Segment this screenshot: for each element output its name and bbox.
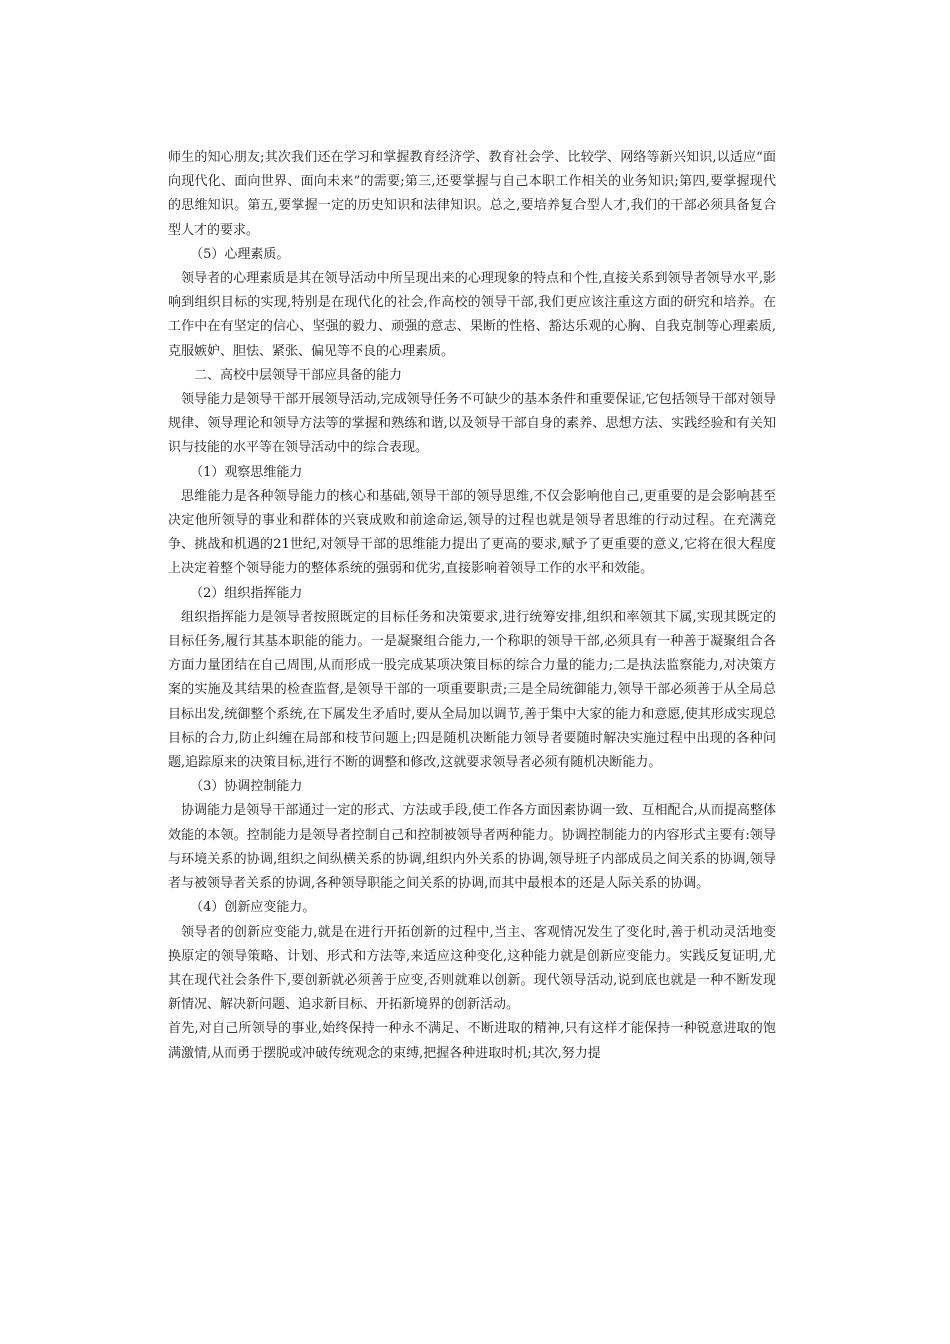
paragraph-first-point: 首先,对自己所领导的事业,始终保持一种永不满足、不断进取的精神,只有这样才能保持一种锐意进取的饱满激情,从而勇于摆脱或冲破传统观念的束缚,把握各种进取时机;其次,努力提 bbox=[168, 1021, 776, 1061]
paragraph-innovation-ability: 领导者的创新应变能力,就是在进行开拓创新的过程中,当主、客观情况发生了变化时,善于机动灵活地变换原定的领导策略、计划、形式和方法等,来适应这种变化,这种能力就是创新应变能力。实践反复证明,尤其在现代社会条件下,要创新就必须善于应变,否则就难以创新。现代领导活动,说到底也就是一种不断发现新情况、解决新问题、追求新目标、开拓新境界的创新活动。 bbox=[168, 924, 776, 1013]
paragraph-leadership-ability: 领导能力是领导干部开展领导活动,完成领导任务不可缺少的基本条件和重要保证,它包括领导干部对领导规律、领导理论和领导方法等的掌握和熟练和谐,以及领导干部自身的素养、思想方法、实践经验和有关知识与技能的水平等在领导活动中的综合表现。 bbox=[168, 392, 776, 456]
paragraph-psychological-quality: 领导者的心理素质是其在领导活动中所呈现出来的心理现象的特点和个性,直接关系到领导者领导水平,影响到组织目标的实现,特别是在现代化的社会,作高校的领导干部,我们更应该注重这方面的研究和培养。在工作中在有坚定的信心、坚强的毅力、顽强的意志、果断的性格、豁达乐观的心胸、自我克制等心理素质,克服嫉妒、胆怯、紧张、偏见等不良的心理素质。 bbox=[168, 271, 776, 359]
paragraph-coordination-ability: 协调能力是领导干部通过一定的形式、方法或手段,使工作各方面因素协调一致、互相配合,从而提高整体效能的本领。控制能力是领导者控制自己和控制被领导者两种能力。协调控制能力的内容形式主要有:领导与环境关系的协调,组织之间纵横关系的协调,组织内外关系的协调,领导班子内部成员之间关系的协调,领导者与被领导者关系的协调,各种领导职能之间关系的协调,而其中最根本的还是人际关系的协调。 bbox=[168, 803, 776, 892]
heading-innovation-ability: （4）创新应变能力。 bbox=[190, 900, 316, 916]
heading-coordination-ability: （3）协调控制能力 bbox=[190, 779, 303, 795]
paragraph-knowledge-continued: 师生的知心朋友;其次我们还在学习和掌握教育经济学、教育社会学、比较学、网络等新兴知识,以适应“面向现代化、面向世界、面向未来”的需要;第三,还要掌握与自己本职工作相关的业务知识;第四,要掌握现代的思维知识。第五,要掌握一定的历史知识和法律知识。总之,要培养复合型人才,我们的干部必须具备复合型人才的要求。 bbox=[168, 150, 776, 238]
heading-psychological-quality: （5）心理素质。 bbox=[190, 246, 290, 262]
paragraph-organizing-ability: 组织指挥能力是领导者按照既定的目标任务和决策要求,进行统筹安排,组织和率领其下属,实现其既定的目标任务,履行其基本职能的能力。一是凝聚组合能力,一个称职的领导干部,必须具有一种善于凝聚组合各方面力量团结在自己周围,从而形成一股完成某项决策目标的综合力量的能力;二是执法监察能力,对决策方案的实施及其结果的检查监督,是领导干部的一项重要职责;三是全局统御能力,领导干部必须善于从全局总目标出发,统御整个系统,在下属发生矛盾时,要从全局加以调节,善于集中大家的能力和意愿,使其形成实现总目标的合力,防止纠缠在局部和枝节问题上;四是随机决断能力领导者要随时解决实施过程中出现的各种问题,追踪原来的决策目标,进行不断的调整和修改,这就要求领导者必须有随机决断能力。 bbox=[168, 609, 776, 771]
paragraph-thinking-ability: 思维能力是各种领导能力的核心和基础,领导干部的领导思维,不仅会影响他自己,更重要的是会影响甚至决定他所领导的事业和群体的兴衰成败和前途命运,领导的过程也就是领导者思维的行动过程。在充满竞争、挑战和机遇的21世纪,对领导干部的思维能力提出了更高的要求,赋予了更重要的意义,它将在很大程度上决定着整个领导能力的整体系统的强弱和优劣,直接影响着领导工作的水平和效能。 bbox=[168, 488, 776, 577]
heading-thinking-ability: （1）观察思维能力 bbox=[190, 464, 303, 480]
section-heading-abilities: 二、高校中层领导干部应具备的能力 bbox=[194, 367, 403, 383]
document-body bbox=[168, 146, 776, 1066]
heading-organizing-ability: （2）组织指挥能力 bbox=[190, 585, 303, 601]
